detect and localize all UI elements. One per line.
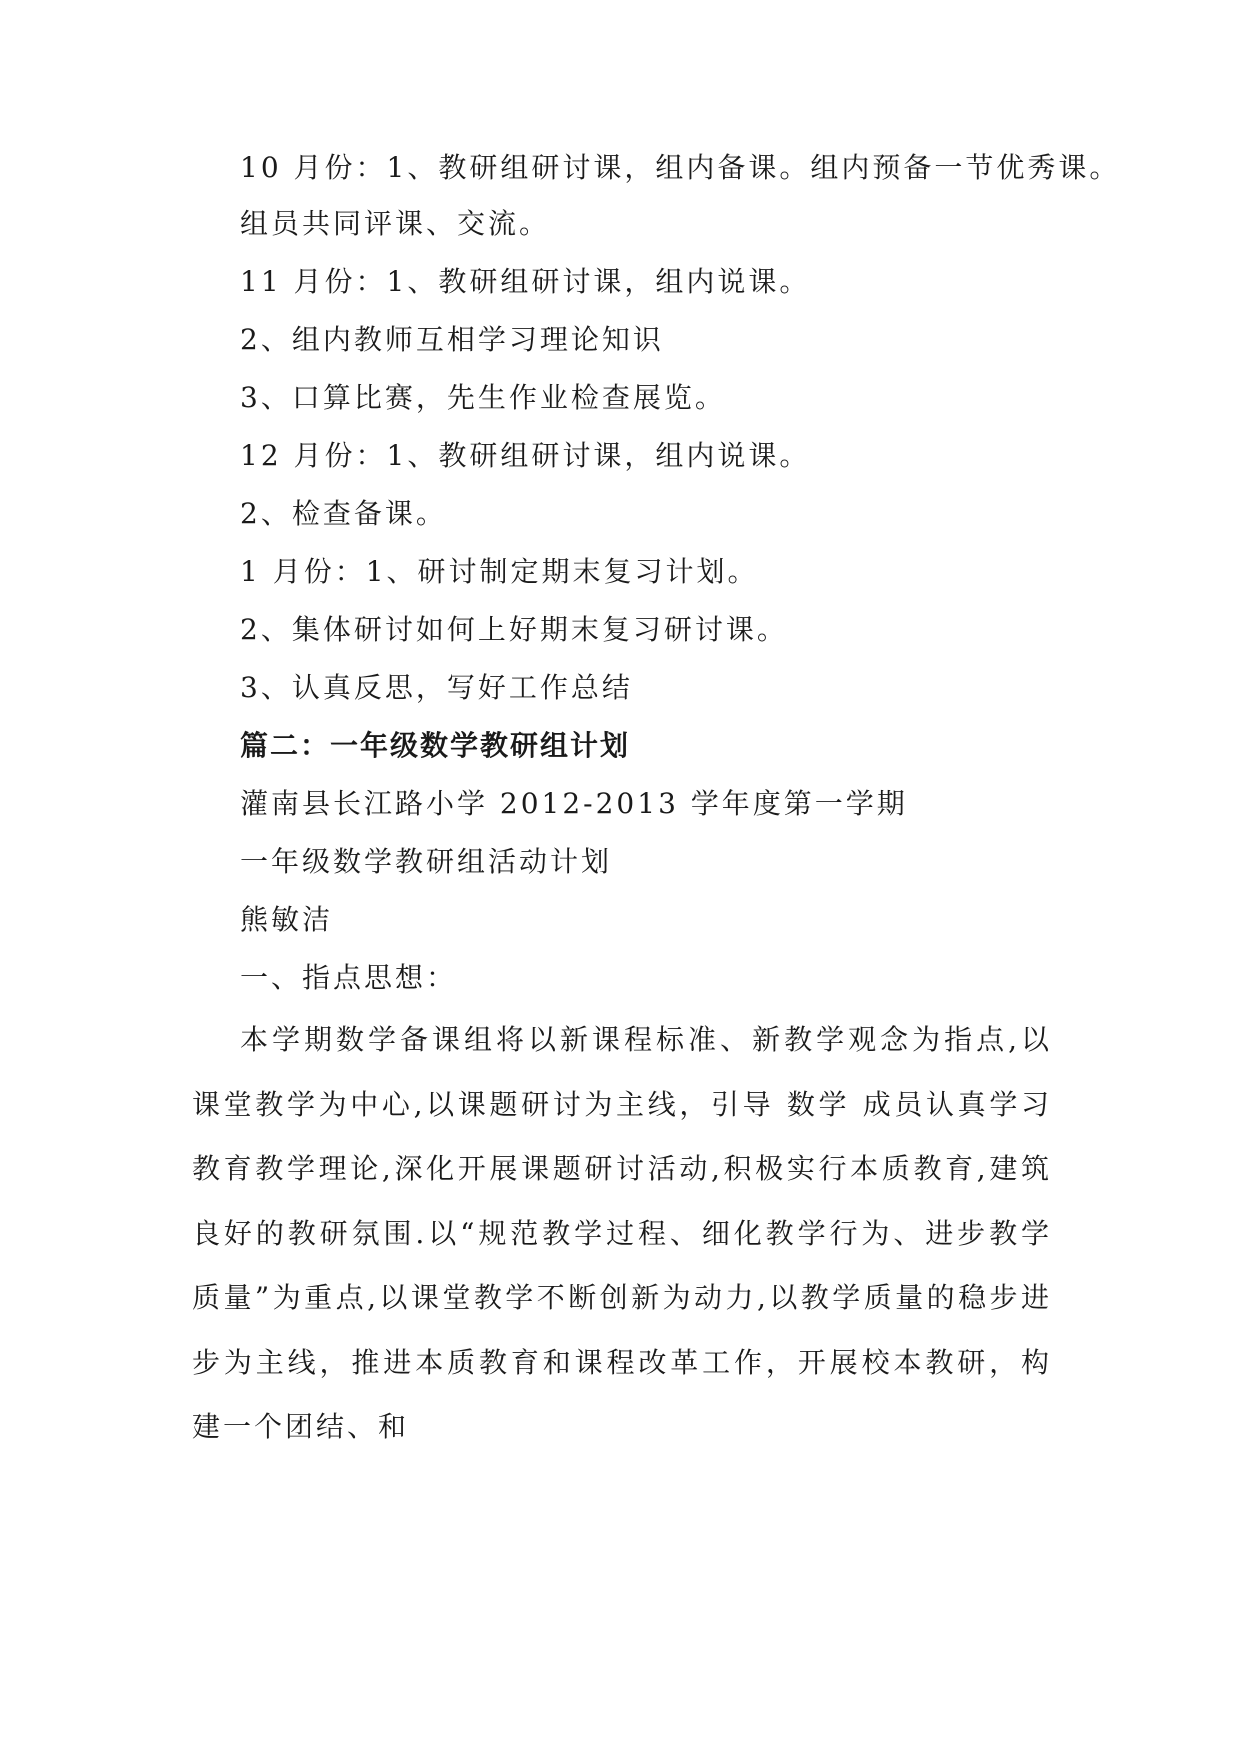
text-line-december-2: 2、检查备课。 bbox=[240, 497, 447, 530]
text-line-january: 1 月份：1、研讨制定期末复习计划。 bbox=[240, 555, 759, 588]
text-line-october-cont: 组员共同评课、交流。 bbox=[240, 207, 551, 240]
plan-title: 一年级数学教研组活动计划 bbox=[240, 845, 613, 878]
section-heading: 篇二：一年级数学教研组计划 bbox=[240, 729, 631, 762]
text-line-november-3: 3、口算比赛，先生作业检查展览。 bbox=[240, 381, 726, 414]
text-line-november-2: 2、组内教师互相学习理论知识 bbox=[240, 323, 664, 356]
body-paragraph-container bbox=[192, 1008, 1052, 1460]
author-name: 熊敏洁 bbox=[240, 903, 334, 936]
body-paragraph: 本学期数学备课组将以新课程标准、新教学观念为指点,以课堂教学为中心,以课题研讨为主线，引导 数学 成员认真学习教育教学理论,深化开展课题研讨活动,积极实行本质教育,建筑良好的教研氛围.以“规范教学过程、细化教学行为、进步教学质量”为重点,以课堂教学不断创新为动力,以教学质量的稳步进步为主线，推进本质教育和课程改革工作，开展校本教研，构建一个团结、和 bbox=[192, 1023, 1052, 1443]
school-line: 灌南县长江路小学 2012-2013 学年度第一学期 bbox=[240, 787, 908, 820]
text-line-january-3: 3、认真反思，写好工作总结 bbox=[240, 671, 633, 704]
text-line-november: 11 月份：1、教研组研讨课，组内说课。 bbox=[240, 265, 811, 298]
text-line-january-2: 2、集体研讨如何上好期末复习研讨课。 bbox=[240, 613, 788, 646]
text-line-october: 10 月份：1、教研组研讨课，组内备课。组内预备一节优秀课。 bbox=[240, 151, 1121, 184]
subheading-guiding-thought: 一、指点思想： bbox=[240, 961, 458, 994]
text-line-december: 12 月份：1、教研组研讨课，组内说课。 bbox=[240, 439, 811, 472]
